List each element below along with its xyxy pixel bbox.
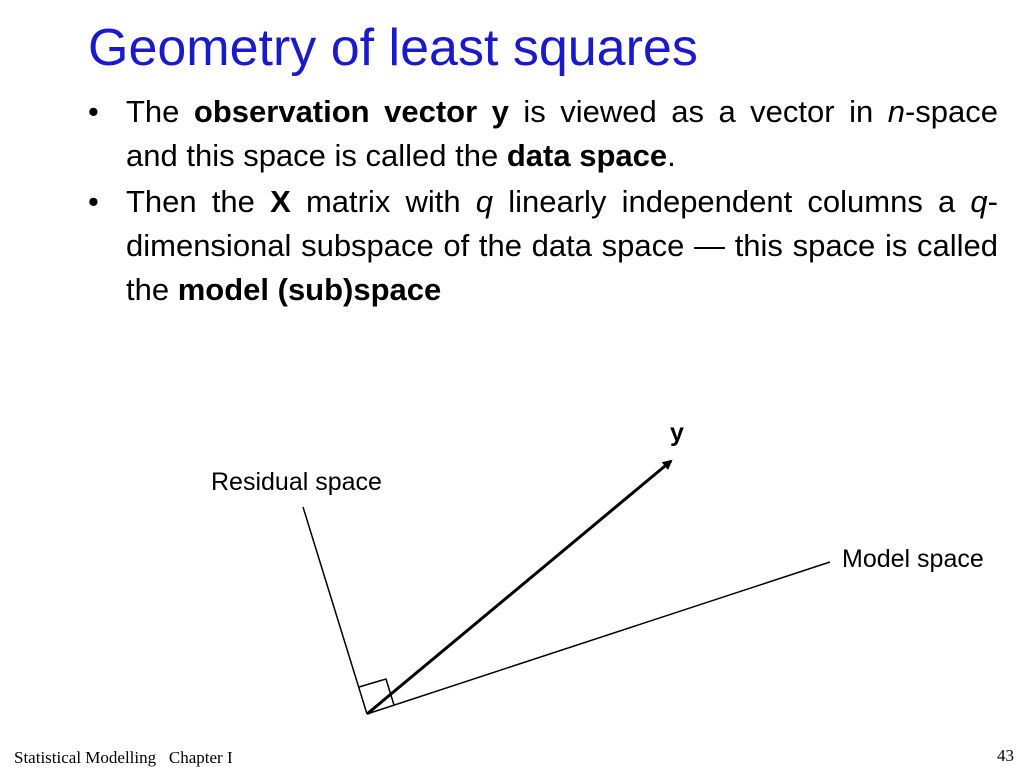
right-angle-marker: [359, 679, 394, 705]
model-space-label: Model space: [842, 545, 984, 573]
residual-space-line: [303, 507, 367, 714]
vector-y-label: y: [670, 419, 684, 447]
bullet-icon: •: [88, 184, 99, 219]
bullet2-bold-model-subspace: model (sub)space: [177, 272, 442, 307]
bullet-icon: •: [88, 94, 99, 129]
bullet1-text-4: .: [667, 138, 676, 173]
bullet1-bold-data-space: data space: [506, 138, 668, 173]
page-number: 43: [997, 746, 1014, 765]
bullet2-text-1: Then the: [126, 184, 271, 219]
bullet1-text-2: is viewed as a vector in: [508, 94, 888, 129]
bullet1-text-3: -space and this space is called the: [126, 94, 998, 173]
bullet2-text-3: linearly independent columns a: [493, 184, 971, 219]
bullet2-text-4: -dimensional subspace of the data space — this space is called the: [126, 184, 998, 307]
bullet2-bold-x: X: [270, 184, 291, 219]
footer-course-label: Statistical Modelling Chapter I: [14, 748, 233, 767]
bullet2-text-2: matrix with: [290, 184, 476, 219]
bullet2-italic-q-2: q: [970, 184, 988, 219]
bullet2-italic-q: q: [475, 184, 494, 219]
bullet1-italic-n: n: [887, 94, 905, 129]
slide-title: Geometry of least squares: [88, 19, 698, 77]
bullet1-bold-observation-vector: observation vector y: [193, 94, 509, 129]
observation-vector-arrow: [367, 461, 671, 714]
residual-space-label: Residual space: [211, 468, 382, 496]
bullet1-text-1: The: [126, 94, 194, 129]
model-space-line: [367, 562, 830, 714]
